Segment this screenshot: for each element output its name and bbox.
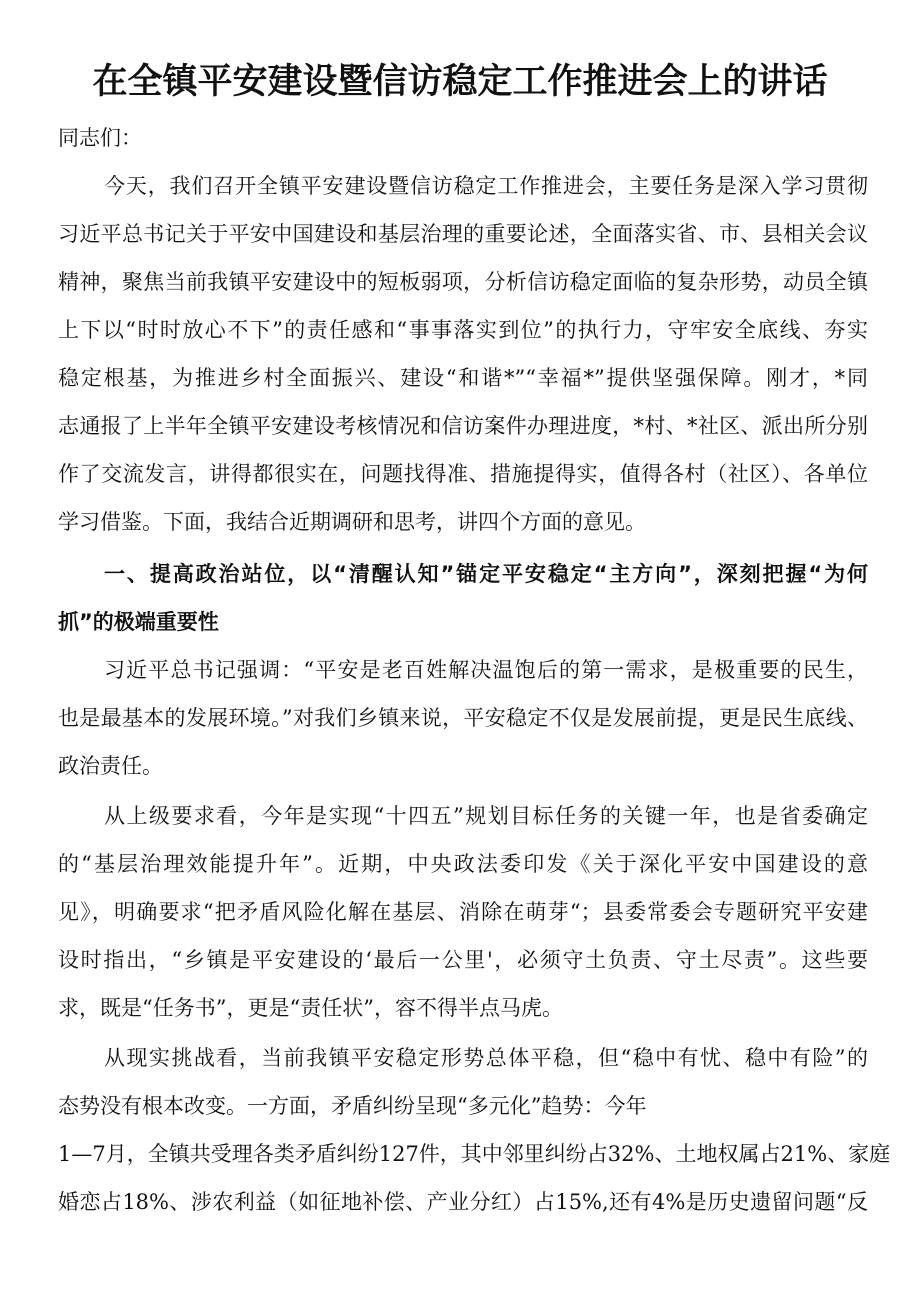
paragraph-line: 习近平总书记关于平安中国建设和基层治理的重要论述，全面落实省、市、县相关会议: [58, 222, 868, 246]
paragraph-line: 政治责任。: [58, 754, 163, 778]
paragraph-line: 精神，聚焦当前我镇平安建设中的短板弱项，分析信访稳定面临的复杂形势，动员全镇: [58, 270, 868, 294]
paragraph-line: 1—7月，全镇共受理各类矛盾纠纷127件，其中邻里纠纷占32%、土地权属占21%、家庭: [58, 1142, 891, 1166]
paragraph-line: 稳定根基，为推进乡村全面振兴、建设“和谐*”“幸福*”提供坚强保障。刚才，*同: [58, 366, 868, 390]
paragraph-line: 求，既是“任务书”，更是“责任状”，容不得半点马虎。: [58, 996, 563, 1020]
paragraph-line: 今天，我们召开全镇平安建设暨信访稳定工作推进会，主要任务是深入学习贯彻: [104, 174, 868, 198]
paragraph-line: 作了交流发言，讲得都很实在，问题找得准、措施提得实，值得各村（社区）、各单位: [58, 462, 868, 486]
paragraph-line: 态势没有根本改变。一方面，矛盾纠纷呈现“多元化”趋势：今年: [58, 1094, 647, 1118]
paragraph-line: 习近平总书记强调：“平安是老百姓解决温饱后的第一需求，是极重要的民生，: [104, 658, 868, 682]
section-heading: 一、提高政治站位，以“清醒认知”锚定平安稳定“主方向”，深刻把握“为何: [104, 562, 868, 586]
paragraph-line: 从上级要求看，今年是实现“十四五”规划目标任务的关键一年，也是省委确定: [104, 804, 868, 828]
paragraph-line: 志通报了上半年全镇平安建设考核情况和信访案件办理进度，*村、*社区、派出所分别: [58, 414, 868, 438]
paragraph-line: 设时指出，“乡镇是平安建设的‘最后一公里'，必须守土负责、守土尽责”。这些要: [58, 948, 868, 972]
paragraph-line: 上下以“时时放心不下”的责任感和“事事落实到位”的执行力，守牢安全底线、夯实: [58, 318, 868, 342]
paragraph-line: 的“基层治理效能提升年”。近期，中央政法委印发《关于深化平安中国建设的意: [58, 852, 868, 876]
paragraph-line: 婚恋占18%、涉农利益（如征地补偿、产业分红）占15%,还有4%是历史遗留问题“反: [58, 1190, 868, 1214]
paragraph-line: 从现实挑战看，当前我镇平安稳定形势总体平稳，但“稳中有忧、稳中有险”的: [104, 1046, 868, 1070]
document-title: 在全镇平安建设暨信访稳定工作推进会上的讲话: [92, 62, 828, 102]
paragraph-line: 学习借鉴。下面，我结合近期调研和思考，讲四个方面的意见。: [58, 510, 646, 534]
section-heading: 抓”的极端重要性: [58, 610, 219, 634]
paragraph-line: 见》，明确要求“把矛盾风险化解在基层、消除在萌芽“；县委常委会专题研究平安建: [58, 900, 868, 924]
paragraph-line: 也是最基本的发展环境。”对我们乡镇来说，平安稳定不仅是发展前提，更是民生底线、: [58, 706, 868, 730]
greeting: 同志们：: [58, 126, 142, 150]
